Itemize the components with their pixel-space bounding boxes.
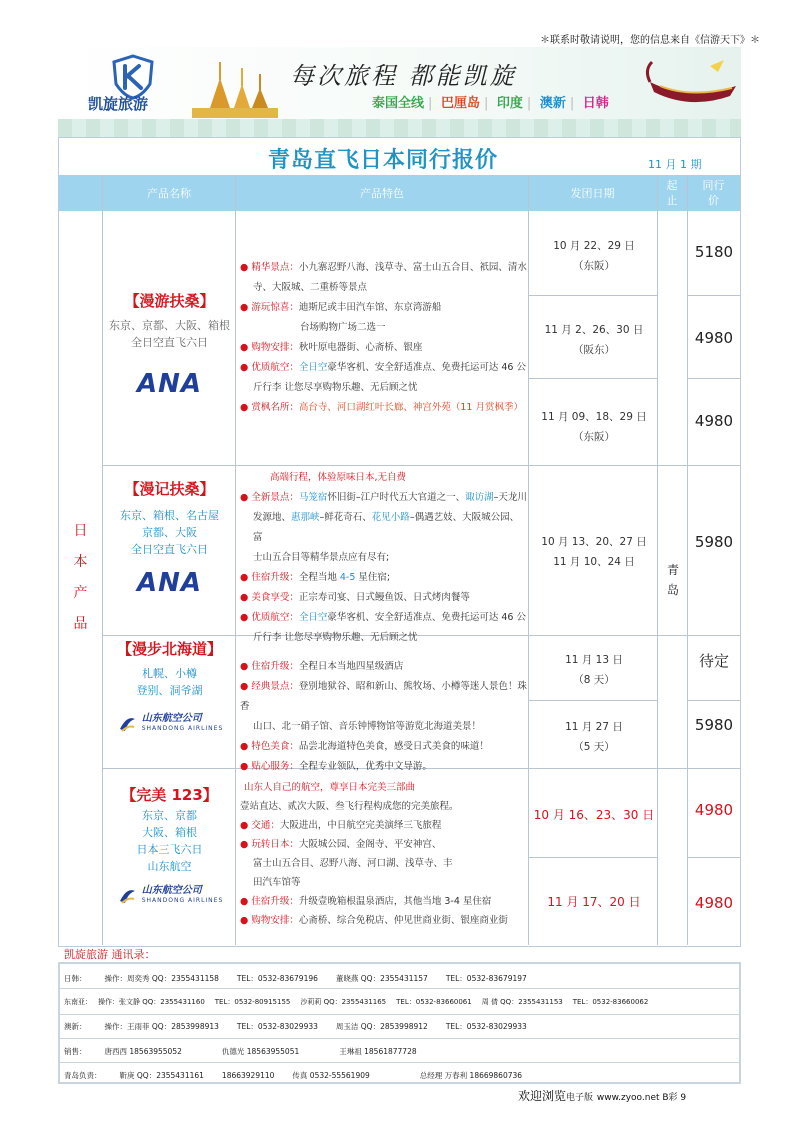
price: 待定 — [698, 652, 729, 670]
destination-aus-nz: 澳新 — [539, 96, 566, 111]
product-features-1: ● 精华景点：小九寨忍野八海、浅草寺、富士山五合目、祇园、清水 寺、大阪城、二重桥等景点 ● 游玩惊喜：迪斯尼或丰田汽车馆、东京湾游船 台场购物广场二选一 ● 购物安排：秋叶原电器街、心斋桥、银座 ● 优质航空：全日空豪华客机、安全舒适准点、免费托运可达 46 公 斤行李 让您尽享购物乐趣、无后顾之忧 ● 赏枫名所：高台寺、河口湖红叶长廊、神宫外苑（11 月赏枫季） — [240, 262, 527, 413]
product-features-2: 高端行程，体验原味日本,无自费 ● 全新景点：马笼宿怀旧街–江户时代五大官道之一、诹访湖–天龙川 发源地、惠那峡–鲜花奇石、花见小路–偶遇艺妓、大阪城公园、富 士山五合目等精华景点应有尽有; ● 住宿升级：全程当地 4-5 星住宿; ● 美食享受：正宗寿司宴、日式鳗鱼饭、日式烤肉餐等 ● 优质航空：全日空豪华客机、安全舒适准点、免费托运可达 46 公 斤行李 让您尽享购物乐趣、无后顾之忧 — [240, 472, 527, 643]
price: 4980 — [694, 329, 734, 347]
temple-icon — [190, 58, 280, 118]
footer-edition: 电子版 — [566, 1093, 594, 1103]
banner-wave — [58, 119, 741, 137]
price: 5180 — [694, 243, 734, 261]
category-label: 日 本 产 品 — [73, 523, 88, 632]
ana-logo-icon: ANA — [136, 369, 202, 399]
destination-india: 印度 — [496, 96, 523, 111]
contacts-title: 凯旋旅游 通讯录： — [64, 948, 156, 961]
product-features-3: ● 住宿升级：全程日本当地四星级酒店 ● 经典景点：登别地狱谷、昭和新山、熊牧场、小樽等迷人景色！珠香 山口、北一硝子馆、音乐钟博物馆等游览北海道美景！ ● 特色美食：品尝北海道特色美食，感受日式美食的味道！ ● 贴心服务：全程专业领队，优秀中文导游。 — [240, 661, 527, 772]
header-product-name: 产品名称 — [147, 186, 191, 200]
contact-row: 东南亚： 操作：张文静 QQ：2355431160 TEL：0532-80915155 沙莉莉 QQ：2355431165 TEL：0532-83660061 周 倩 QQ：2355431153 TEL：0532-83660062 — [64, 998, 649, 1006]
table-header — [59, 175, 740, 211]
product-name-2: 【漫记扶桑】 东京、箱根、名古屋 京都、大阪 全日空直飞六日 ANA — [103, 478, 236, 598]
issue-number: 11 月 1 期 — [648, 158, 702, 171]
header-category — [59, 175, 102, 211]
product-name-1: 【漫游扶桑】 东京、京都、大阪、箱根 全日空直飞六日 ANA — [103, 290, 236, 399]
shandong-airlines-icon — [116, 713, 138, 735]
product-features-4: 山东人自己的航空，尊享日本完美三部曲 壹站直达、贰次大阪、叁飞行程构成您的完美旅程。 ● 交通：大阪进出，中日航空完美演绎三飞旅程 ● 玩转日本：大阪城公园、金阁寺、平安神宫、 富士山五合目、忍野八海、河口湖、浅草寺、丰 田汽车馆等 ● 住宿升级：升级壹晚箱根温泉酒店，其他当地 3-4 星住宿 ● 购物安排：心斋桥、综合免税店、仲见世商业街、银座商业街 — [240, 782, 508, 926]
destination-list: 泰国全线 | 巴厘岛 | 印度 | 澳新 | 日韩 — [372, 96, 609, 111]
price: 5980 — [694, 716, 734, 734]
header-price: 同行价 — [702, 179, 725, 207]
product-name-3: 【漫步北海道】 札幌、小樽 登别、洞爷湖 山东航空公司 SHANDONG AIRLINES — [103, 638, 236, 735]
price: 4980 — [694, 412, 734, 430]
price: 5980 — [694, 533, 734, 551]
product-title: 【漫步北海道】 — [116, 640, 222, 658]
header-features: 产品特色 — [360, 186, 404, 200]
footer-welcome: 欢迎浏览 — [518, 1089, 567, 1103]
destination-bali: 巴厘岛 — [440, 96, 480, 111]
destination-japan-korea: 日韩 — [582, 96, 609, 111]
footer-site: www.zyoo.net B彩 9 — [596, 1093, 687, 1103]
departure-date: 11 月 09、18、29 日 （东阪） — [541, 411, 647, 443]
contact-row: 日韩： 操作：周奕秀 QQ：2355431158 TEL：0532-83679196 董晓燕 QQ：2355431157 TEL：0532-83679197 — [64, 974, 527, 983]
departure-date: 11 月 27 日 （5 天） — [565, 721, 623, 753]
page-title: 青岛直飞日本同行报价 — [268, 148, 499, 173]
header-dates: 发团日期 — [570, 186, 615, 200]
product-title: 【完美 123】 — [121, 786, 218, 804]
destination-thailand: 泰国全线 — [372, 96, 425, 111]
product-title: 【漫记扶桑】 — [124, 480, 215, 498]
product-title: 【漫游扶桑】 — [124, 292, 215, 310]
contact-row: 澳新： 操作：王雨菲 QQ：2853998913 TEL：0532-83029933 周玉洁 QQ：2853998912 TEL：0532-83029933 — [64, 1022, 527, 1031]
price: 4980 — [694, 801, 734, 819]
departure-date: 11 月 13 日 （8 天） — [565, 654, 623, 686]
departure-date: 10 月 22、29 日 （东阪） — [553, 240, 635, 272]
header-origin: 起止 — [666, 179, 678, 207]
departure-date: 11 月 2、26、30 日 （阪东） — [544, 324, 644, 356]
contact-row: 青岛负责： 靳庚 QQ：2355431161 18663929110 传真 0532-55561909 总经理 万春利 18669860736 — [64, 1071, 523, 1080]
origin-city: 青 岛 — [666, 563, 679, 597]
slogan: 每次旅程 都能凯旋 — [290, 62, 517, 90]
departure-date: 11 月 17、20 日 — [547, 895, 641, 909]
shandong-airlines-logo: 山东航空公司 SHANDONG AIRLINES — [103, 713, 236, 735]
footer — [518, 1087, 686, 1104]
contact-row: 销售： 唐西西 18563955052 仇德光 18563955051 王琳祖 18561877728 — [64, 1047, 417, 1056]
departure-date: 10 月 13、20、27 日 11 月 10、24 日 — [541, 536, 647, 568]
ana-logo-icon: ANA — [136, 568, 202, 598]
brand-name: 凯旋旅游 — [88, 95, 149, 113]
shandong-airlines-icon — [116, 885, 138, 907]
price: 4980 — [694, 894, 734, 912]
product-name-4: 【完美 123】 东京、京都 大阪、箱根 日本三飞六日 山东航空 山东航空公司 SHANDONG AIRLINES — [103, 784, 236, 907]
shandong-airlines-logo: 山东航空公司 SHANDONG AIRLINES — [103, 885, 236, 907]
longtail-boat-icon — [640, 52, 740, 112]
source-note: ＊联系时敬请说明，您的信息来自《信游天下》＊ — [540, 35, 760, 46]
departure-date: 10 月 16、23、30 日 — [533, 808, 655, 822]
